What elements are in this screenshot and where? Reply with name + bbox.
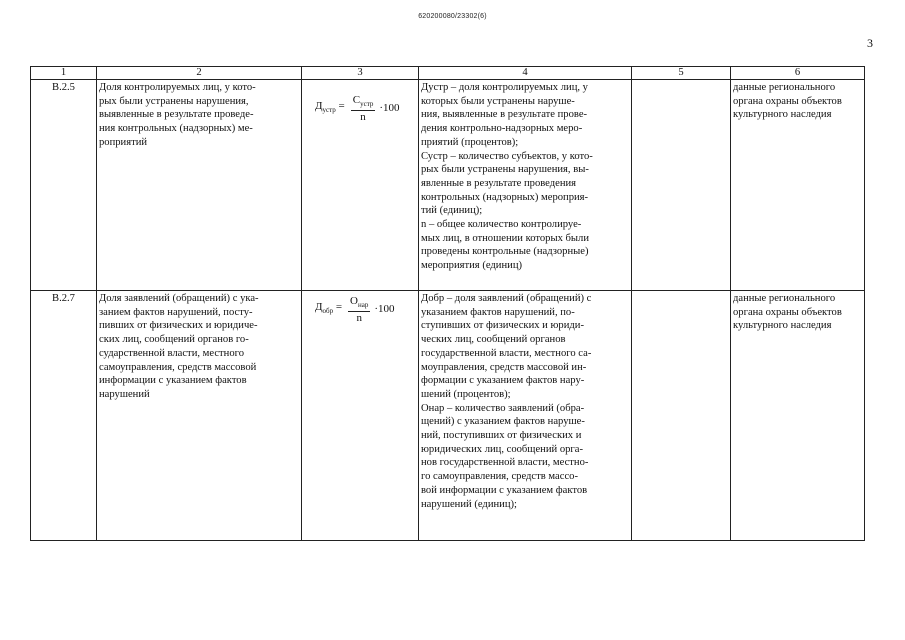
indicator-formula-cell <box>302 80 419 291</box>
table-row <box>31 291 865 541</box>
indicator-formula-cell <box>302 291 419 541</box>
formula-multiplier: ·100 <box>374 303 395 316</box>
formula-lhs: Д <box>315 301 323 314</box>
indicator-description-cell <box>419 291 632 541</box>
indicator-formula: $Д_{устр}$ = $\frac{С_{устр}}{n}$ ·100 <box>315 94 400 123</box>
indicator-name: Доля контролируемых лиц, у кото- рых были устранены нарушения, выявленные в результате проведе- ния контрольных (надзорных) ме- роприятий <box>99 82 256 148</box>
data-source-cell <box>731 291 865 541</box>
column-number-6: 6 <box>731 67 865 80</box>
column-number-1: 1 <box>31 67 97 80</box>
indicator-description: Добр – доля заявлений (обращений) с указанием фактов нарушений, по- ступивших от физических и юриди- ческих лиц, сообщений органов государственной власти, местного са- моуправления, средств массовой ин- формации с указанием фактов нару- шений (процентов); Онар – количество заявлений (обра- щений) с указанием фактов наруше- ний, поступивших от физических и юридических лиц, сообщений орга- нов государственной власти, местно- го самоуправления, средств массо- вой информации с указанием фактов нарушений (единиц); <box>421 293 592 510</box>
formula-numerator-subscript: нар <box>358 301 369 309</box>
data-source: данные регионального органа охраны объектов культурного наследия <box>733 82 842 121</box>
formula-multiplier: ·100 <box>379 102 400 115</box>
indicator-code: В.2.7 <box>31 291 97 541</box>
formula-fraction <box>351 94 376 124</box>
indicator-name: Доля заявлений (обращений) с ука- занием фактов нарушений, посту- пивших от физических и юридиче- ских лиц, сообщений органов го- сударственной власти, местного самоуправления, средств массовой информации с указанием фактов нарушений <box>99 293 259 400</box>
indicator-code: В.2.5 <box>31 80 97 291</box>
formula-denominator: n <box>356 312 362 324</box>
document-code: 620200080/23302(6) <box>418 13 487 20</box>
indicator-formula: $Д_{обр}$ = $\frac{О_{нар}}{n}$ ·100 <box>315 295 395 324</box>
data-source: данные регионального органа охраны объектов культурного наследия <box>733 293 842 332</box>
column-number-4: 4 <box>419 67 632 80</box>
indicator-description-cell <box>419 80 632 291</box>
column-number-2: 2 <box>97 67 302 80</box>
column-5-cell <box>632 80 731 291</box>
indicator-name-cell <box>97 80 302 291</box>
table-header-row <box>31 67 865 80</box>
formula-fraction <box>348 295 370 325</box>
formula-lhs-subscript: устр <box>322 106 336 115</box>
indicator-description: Дустр – доля контролируемых лиц, у которых были устранены наруше- ния, выявленные в результате прове- дения контрольно-надзорных меро- приятий (процентов); Сустр – количество субъектов, у кото- рых были устранены нарушения, вы- явленные в результате проведения контрольных (надзорных) мероприя- тий (единиц); n – общее количество контролируе- мых лиц, в отношении которых были проведены контрольные (надзорные) мероприятия (единиц) <box>421 82 593 272</box>
formula-lhs-subscript: обр <box>322 307 334 316</box>
column-number-3: 3 <box>302 67 419 80</box>
column-5-cell <box>632 291 731 541</box>
formula-lhs: Д <box>315 100 323 113</box>
formula-numerator: С <box>352 94 361 106</box>
data-source-cell <box>731 80 865 291</box>
formula-numerator-subscript: устр <box>360 100 374 108</box>
table-row <box>31 80 865 291</box>
indicator-table <box>30 66 865 541</box>
formula-denominator: n <box>360 111 366 123</box>
indicator-name-cell <box>97 291 302 541</box>
formula-numerator: О <box>350 295 358 307</box>
page-number: 3 <box>867 36 873 50</box>
column-number-5: 5 <box>632 67 731 80</box>
